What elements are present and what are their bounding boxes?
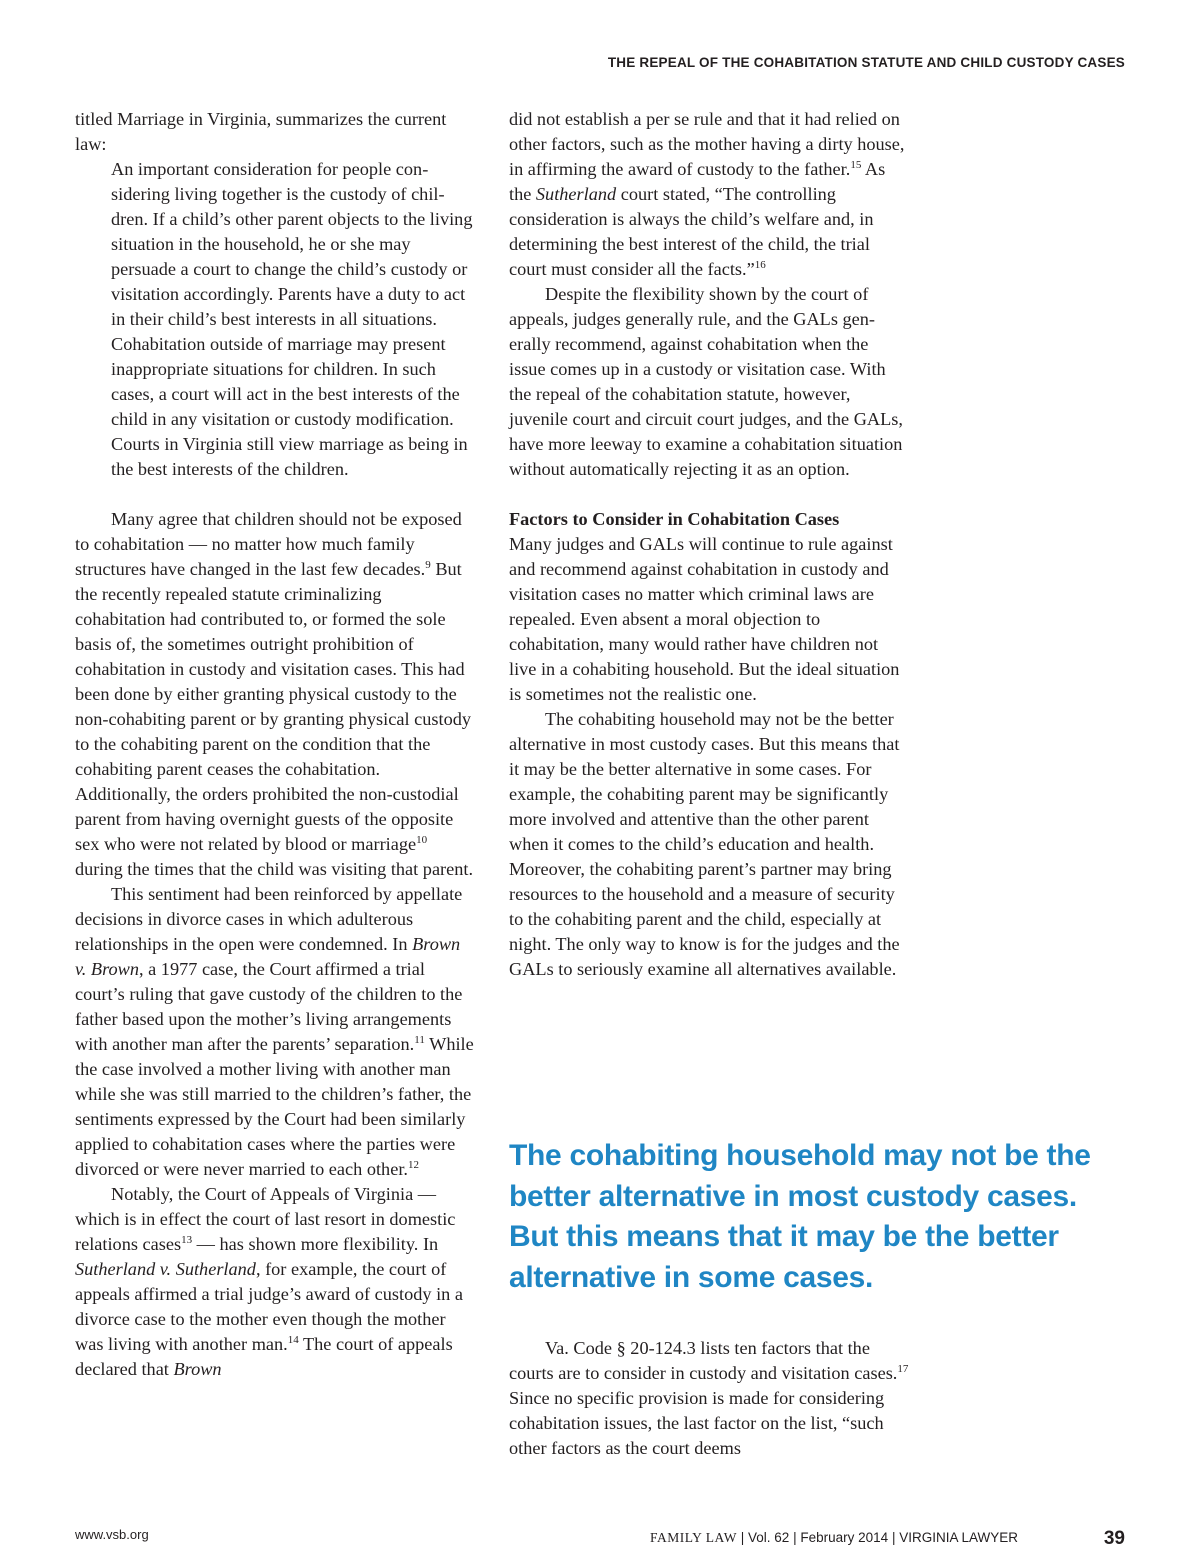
footnote-ref-9: 9 [425, 559, 431, 571]
case-name: Brown [173, 1359, 222, 1379]
footnote-ref-14: 14 [287, 1334, 299, 1346]
paragraph-gap [75, 482, 475, 507]
left-paragraph-2: This sentiment had been reinforced by appellate decisions in divorce cases in which adulterous relationships in the open were condemned. In Brown v. Brown, a 1977 case, the Court affirmed a trial court’s ruling that gave custody of the children to the father based upon the mother’s living arrangements with another man after the parents’ separation.$^{11}$ While the case involved a mother living with another man while she was still married to the children’s father, the sentiments expressed by the Court had been similarly applied to cohabitation cases where the parties were divorced or were never married to each other.$^{12}$ [75, 884, 474, 1179]
right-paragraph-5: Va. Code § 20-124.3 lists ten factors that the courts are to consider in custody and visitation cases.$^{17}$ Since no specific provision is made for considering cohabitation issues, the last factor on the list, “such other factors as the court deems [509, 1338, 909, 1458]
footer-separator: | [891, 1530, 896, 1545]
case-name: Sutherland v. Sutherland [75, 1259, 256, 1279]
footnote-ref-11: 11 [414, 1034, 425, 1046]
footnote-ref-17: 17 [897, 1363, 909, 1375]
case-name: Brown v. Brown [75, 934, 461, 979]
footnote-ref-10: 10 [416, 834, 428, 846]
footer-publication-info [650, 1530, 1018, 1546]
left-column [75, 107, 475, 1382]
footer-issue: February 2014 [800, 1530, 889, 1545]
running-header: THE REPEAL OF THE COHABITATION STATUTE AND CHILD CUSTODY CASES [607, 55, 1125, 70]
case-name: Sutherland [535, 184, 617, 204]
footer-separator: | [740, 1530, 745, 1545]
footnote-ref-12: 12 [407, 1159, 419, 1171]
intro-paragraph: titled Marriage in Virginia, summarizes the current law: [75, 109, 447, 154]
paragraph-gap [509, 482, 909, 507]
right-paragraph-4: The cohabiting household may not be the better alternative in most custody cases. But this means that it may be the better alternative in some cases. For example, the cohabiting parent may be significantly more involved and attentive than the other parent when it comes to the child’s education and health. Moreover, the cohabiting parent’s partner may bring resources to the household and a measure of security to the cohabiting parent and the child, especially at night. The only way to know is for the judges and the GALs to seriously examine all alternatives available. [509, 709, 900, 979]
footnote-ref-13: 13 [181, 1234, 193, 1246]
block-quote: An important consideration for people considering living together is the custody of children. If a child’s other parent objects to the living situation in the household, he or she may persuade a court to change the child’s custody or visitation accordingly. Parents have a duty to act in their child’s best interests in all situations. Cohabitation outside of marriage may present inappropriate situations for children. In such cases, a court will act in the best interests of the child in any visitation or custody modification. Courts in Virginia still view marriage as being in the best interests of the children. [111, 159, 473, 479]
right-paragraph-3: Many judges and GALs will continue to rule against and recommend against cohabitation in custody and visitation cases no matter which criminal laws are repealed. Even absent a moral objection to cohabitation, many would rather have children not live in a cohabiting household. But the ideal situation is sometimes not the realistic one. [509, 534, 900, 704]
footnote-ref-16: 16 [754, 259, 766, 271]
section-subhead: Factors to Consider in Cohabitation Cases [509, 509, 840, 529]
footer-url[interactable]: www.vsb.org [75, 1527, 149, 1542]
footer-publication: VIRGINIA LAWYER [899, 1530, 1018, 1545]
right-paragraph-2: Despite the flexibility shown by the court of appeals, judges generally rule, and the GALs generally recommend, against cohabitation when the issue comes up in a custody or visitation case. With the repeal of the cohabitation statute, however, juvenile court and circuit court judges, and the GALs, have more leeway to examine a cohabitation situation without automatically rejecting it as an option. [509, 284, 903, 479]
left-paragraph-3: Notably, the Court of Appeals of Virginia — which is in effect the court of last resort in domestic relations cases$^{13}$ — has shown more flexibility. In Sutherland v. Sutherland, for example, the court of appeals affirmed a trial judge’s award of custody in a divorce case to the mother even though the mother was living with another man.$^{14}$ The court of appeals declared that Brown [75, 1184, 464, 1379]
footer-volume: Vol. 62 [748, 1530, 790, 1545]
footnote-ref-15: 15 [850, 159, 862, 171]
pull-quote: The cohabiting household may not be the better alternative in most custody cases. But this means that it may be the better alternative in some cases. [509, 1139, 1091, 1294]
left-paragraph-1: Many agree that children should not be exposed to cohabitation — no matter how much family structures have changed in the last few decades.$^9$ But the recently repealed statute criminalizing cohabitation had contributed to, or formed the sole basis of, the sometimes outright prohibition of cohabitation in custody and visitation cases. This had been done by either granting physical custody to the non-cohabiting parent or by granting physical custody to the cohabiting parent on the condition that the cohabiting parent ceases the cohabitation. Additionally, the orders prohibited the non-custodial parent from having overnight guests of the opposite sex who were not related by blood or marriage$^{10}$ during the times that the child was visiting that parent. [75, 509, 474, 879]
footer-section: FAMILY LAW [650, 1530, 737, 1545]
right-column [509, 107, 909, 982]
footer-separator: | [793, 1530, 797, 1545]
right-paragraph-1: did not establish a per se rule and that it had relied on other factors, such as the mother having a dirty house, in affirming the award of custody to the father.$^{15}$ As the Sutherland court stated, “The controlling consideration is always the child’s welfare and, in determining the best interest of the child, the trial court must consider all the facts.”$^{16}$ [509, 109, 905, 279]
right-column-bottom [509, 1336, 909, 1461]
page-number: 39 [1103, 1528, 1125, 1549]
